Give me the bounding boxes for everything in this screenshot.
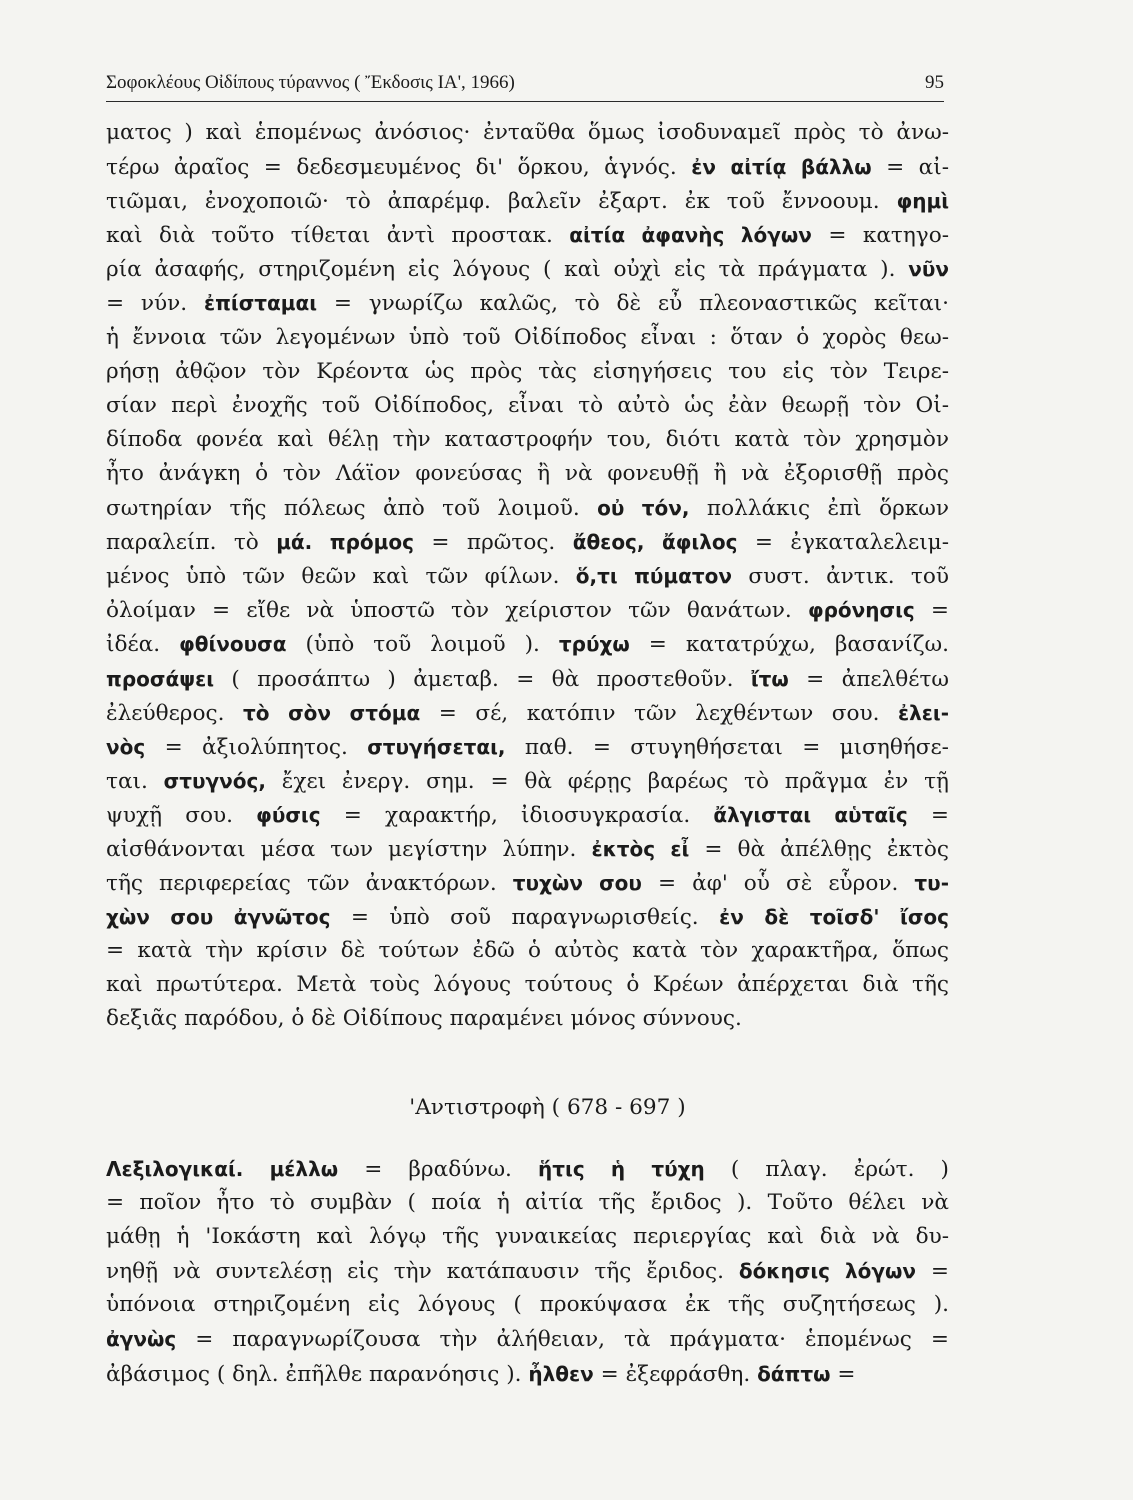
text-run: ἡ ἔννοια τῶν λεγομένων ὑπὸ τοῦ Οἰδίποδος εἶναι : ὅταν ὁ χορὸς θεω- [106, 324, 949, 350]
text-line [106, 866, 949, 900]
text-run: πολλάκις ἐπὶ ὅρκων [689, 496, 949, 522]
lemma-term: Λεξιλογικαί. μέλλω [106, 1157, 339, 1181]
text-line [106, 764, 949, 798]
text-run: = [916, 1259, 949, 1285]
header-title: Σοφοκλέους Οἰδίπους τύραννος ( Ἔκδοσις ΙΑ', 1966) [106, 72, 515, 93]
text-run: = ἐγκαταλελειμ- [737, 530, 950, 556]
lemma-term: χὼν σου ἀγνῶτος [106, 905, 331, 930]
text-run: ματος ) καὶ ἑπομένως ἀνόσιος· ἐνταῦθα ὅμως ἰσοδυναμεῖ πρὸς τὸ ἀνω- [106, 120, 949, 145]
lemma-term: τρύχω [558, 632, 630, 657]
lemma-term: ἐν δὲ τοῖσδ' ἴσος [719, 905, 950, 930]
text-run: = [907, 802, 949, 828]
text-line [106, 491, 949, 525]
text-line [106, 1002, 949, 1036]
lemma-term: προσάψει [106, 666, 214, 691]
text-run: τῆς περιφερείας τῶν ἀνακτόρων. [106, 871, 513, 897]
text-run: καὶ διὰ τοῦτο τίθεται ἀντὶ προστακ. [106, 223, 570, 249]
text-run: ἦτο ἀνάγκη ὁ τὸν Λάϊον φονεύσας ἢ νὰ φονευθῇ ἢ νὰ ἐξορισθῇ πρὸς [106, 460, 949, 486]
text-run: (ὑπὸ τοῦ λοιμοῦ ). [286, 632, 559, 658]
text-run: δεξιᾶς παρόδου, ὁ δὲ Οἰδίπους παραμένει μόνος σύννους. [106, 1006, 742, 1032]
lemma-term: φρόνησις [807, 598, 915, 623]
lemma-term: φθίνουσα [179, 632, 287, 657]
text-run: = παραγνωρίζουσα τὴν ἀλήθειαν, τὰ πράγματα· ἑπομένως = [176, 1327, 949, 1353]
lemma-term: νὸς [106, 734, 146, 759]
lemma-term: ἴτω [750, 666, 789, 691]
lemma-term: ἀγνὼς [106, 1327, 177, 1352]
text-line [106, 1357, 949, 1391]
text-run: ὑπόνοια στηριζομένη εἰς λόγους ( προκύψασα ἐκ τῆς συζητήσεως ). [106, 1292, 949, 1318]
text-run: ἀβάσιμος ( δηλ. ἐπῆλθε παρανόησις ). [106, 1361, 529, 1387]
text-run: = ὑπὸ σοῦ παραγνωρισθείς. [330, 905, 720, 931]
lemma-term: μά. πρόμος [276, 530, 414, 555]
text-line [106, 968, 949, 1002]
text-run: = κατατρύχω, βασανίζω. [629, 632, 949, 658]
lemma-term: ἐλει- [898, 700, 950, 725]
text-run: μάθῃ ἡ 'Ιοκάστη καὶ λόγῳ τῆς γυναικείας περιεργίας καὶ διὰ νὰ δυ- [106, 1224, 949, 1250]
text-run: ρήσῃ ἀθῷον τὸν Κρέοντα ὡς πρὸς τὰς εἰσηγήσεις του εἰς τὸν Τειρε- [106, 358, 949, 384]
text-run: = αἰ- [871, 155, 950, 181]
text-run: ὀλοίμαν = εἴθε νὰ ὑποστῶ τὸν χείριστον τῶν θανάτων. [106, 598, 808, 624]
lemma-term: δάπτω [757, 1361, 831, 1386]
text-line [106, 286, 949, 320]
text-line [106, 900, 949, 934]
text-run: = θὰ ἀπέλθῃς ἐκτὸς [689, 836, 949, 862]
text-line [106, 1322, 949, 1356]
lemma-term: αἰτία ἀφανὴς λόγων [569, 223, 812, 248]
text-line [106, 355, 949, 389]
lemma-term: ἐν αἰτίᾳ βάλλω [691, 155, 872, 180]
section-heading: 'Αντιστροφὴ ( 678 - 697 ) [409, 1095, 686, 1120]
text-line [106, 389, 949, 423]
lemma-term: ὅ,τι πύματον [575, 564, 733, 589]
text-run: = ἀφ' οὗ σὲ εὗρον. [641, 871, 915, 897]
text-run: ἰδέα. [106, 632, 180, 658]
text-run: παραλείπ. τὸ [106, 530, 277, 556]
text-line [106, 696, 949, 730]
text-run: ρία ἀσαφής, στηριζομένη εἰς λόγους ( καὶ οὐχὶ εἰς τὰ πράγματα ). [106, 257, 909, 283]
lemma-term: νῦν [908, 257, 949, 282]
text-run: = [830, 1361, 856, 1387]
text-run: ( πλαγ. ἐρώτ. ) [704, 1157, 949, 1182]
text-run: = ἀπελθέτω [788, 666, 949, 692]
text-line [106, 150, 949, 184]
text-run: = ἐξεφράσθη. [593, 1361, 758, 1387]
text-line [106, 798, 949, 832]
text-run: = χαρακτήρ, ἰδιοσυγκρασία. [320, 802, 714, 828]
text-run: αἰσθάνονται μέσα των μεγίστην λύπην. [106, 836, 592, 862]
text-line [106, 1152, 949, 1186]
text-run: = [914, 598, 949, 624]
text-line [106, 116, 949, 150]
text-run: = κατηγο- [811, 223, 949, 249]
text-run: = κατὰ τὴν κρίσιν δὲ τούτων ἐδῶ ὁ αὐτὸς κατὰ τὸν χαρακτῆρα, ὅπως [106, 938, 949, 964]
text-run: τέρω ἀραῖος = δεδεσμευμένος δι' ὅρκου, ἁγνός. [106, 155, 692, 181]
text-line [106, 662, 949, 696]
text-line [106, 627, 949, 661]
text-run: παθ. = στυγηθήσεται = μισηθήσε- [505, 734, 949, 760]
text-run: συστ. ἀντικ. τοῦ [732, 564, 949, 590]
lemma-term: τυ- [914, 871, 949, 896]
lemma-term: τὸ σὸν στόμα [242, 700, 421, 725]
lemma-term: στυγήσεται, [367, 734, 506, 759]
text-run: καὶ πρωτύτερα. Μετὰ τοὺς λόγους τούτους ὁ Κρέων ἀπέρχεται διὰ τῆς [106, 972, 949, 998]
text-run: τιῶμαι, ἐνοχοποιῶ· τὸ ἀπαρέμφ. βαλεῖν ἐξαρτ. ἐκ τοῦ ἔννοουμ. [106, 189, 897, 215]
text-line [106, 423, 949, 457]
lemma-term: οὐ τόν, [597, 496, 690, 521]
text-run: = βραδύνω. [338, 1157, 539, 1182]
text-run: = γνωρίζω καλῶς, τὸ δὲ εὖ πλεοναστικῶς κεῖται· [317, 291, 949, 317]
running-header [106, 72, 944, 102]
lemma-term: φημὶ [896, 189, 949, 214]
text-run: νηθῇ νὰ συντελέσῃ εἰς τὴν κατάπαυσιν τῆς ἔριδος. [106, 1259, 739, 1285]
text-run: ται. [106, 768, 164, 794]
text-line [106, 1254, 949, 1288]
text-run: μένος ὑπὸ τῶν θεῶν καὶ τῶν φίλων. [106, 564, 576, 590]
commentary-block-1 [106, 116, 949, 1037]
text-line [106, 730, 949, 764]
text-run: δίποδα φονέα καὶ θέλῃ τὴν καταστροφήν του, διότι κατὰ τὸν χρησμὸν [106, 426, 949, 452]
text-line [106, 218, 949, 252]
text-run: ἔχει ἐνεργ. σημ. = θὰ φέρῃς βαρέως τὸ πρᾶγμα ἐν τῇ [265, 768, 949, 794]
text-line [106, 1220, 949, 1254]
text-run: ἐλεύθερος. [106, 700, 243, 726]
text-line [106, 934, 949, 968]
text-line [106, 1186, 949, 1220]
header-rule [106, 101, 944, 102]
text-line [106, 1288, 949, 1322]
text-line [106, 525, 949, 559]
text-line [106, 321, 949, 355]
text-line [106, 832, 949, 866]
text-run: = νύν. [106, 291, 204, 317]
lemma-term: φύσις [256, 802, 321, 827]
text-run: = ἀξιολύπητος. [145, 734, 368, 760]
text-run: = ποῖον ἦτο τὸ συμβὰν ( ποία ἡ αἰτία τῆς ἔριδος ). Τοῦτο θέλει νὰ [106, 1190, 949, 1216]
text-run: σωτηρίαν τῆς πόλεως ἀπὸ τοῦ λοιμοῦ. [106, 496, 598, 522]
text-line [106, 457, 949, 491]
lemma-term: ἥτις ἡ τύχη [538, 1157, 705, 1181]
text-line [106, 593, 949, 627]
text-run: ( προσάπτω ) ἀμεταβ. = θὰ προστεθοῦν. [214, 666, 751, 692]
lemma-term: ἐπίσταμαι [203, 291, 318, 316]
text-line [106, 184, 949, 218]
lemma-term: τυχὼν σου [512, 871, 642, 896]
lemma-term: ἦλθεν [528, 1361, 594, 1386]
page-number: 95 [925, 72, 944, 93]
lemma-term: ἄλγισται αὑταῖς [713, 802, 908, 827]
lemma-term: δόκησις λόγων [738, 1259, 916, 1284]
text-run: σίαν περὶ ἐνοχῆς τοῦ Οἰδίποδος, εἶναι τὸ αὐτὸ ὡς ἐὰν θεωρῇ τὸν Οἰ- [106, 392, 949, 418]
text-line [106, 252, 949, 286]
text-line [106, 559, 949, 593]
lemma-term: ἐκτὸς εἶ [591, 836, 690, 861]
text-run: = σέ, κατόπιν τῶν λεχθέντων σου. [420, 700, 898, 726]
commentary-block-2 [106, 1152, 949, 1391]
lemma-term: στυγνός, [163, 768, 266, 793]
text-run: ψυχῇ σου. [106, 802, 257, 828]
text-run: = πρῶτος. [413, 530, 573, 556]
lemma-term: ἄθεος, ἄφιλος [572, 530, 738, 555]
